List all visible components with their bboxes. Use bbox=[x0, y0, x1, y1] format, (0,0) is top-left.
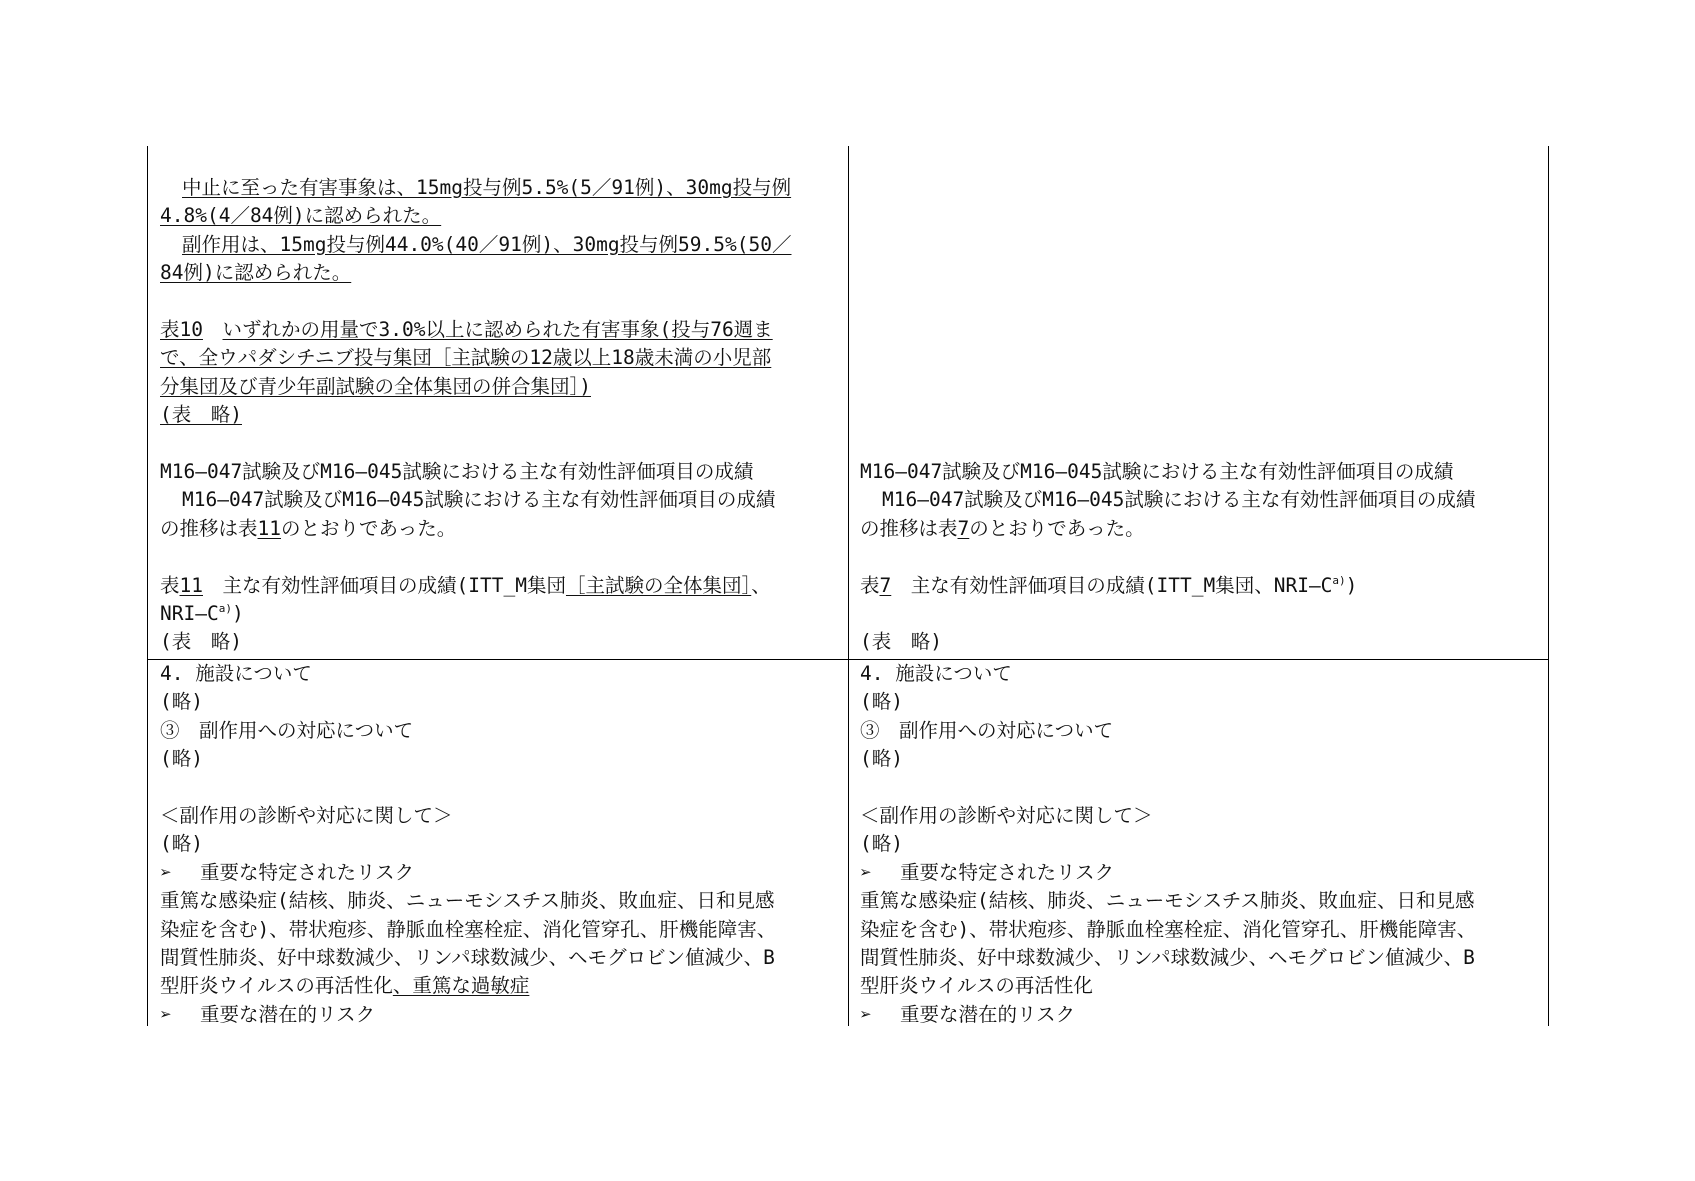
table7-footnote-mark: a) bbox=[1332, 573, 1346, 587]
right-cell-current bbox=[860, 174, 1548, 657]
left-cell-revised bbox=[160, 174, 848, 657]
facility-heading-current: 4. 施設について bbox=[860, 662, 1012, 685]
risk-text-4: 型肝炎ウイルスの再活性化 bbox=[160, 974, 393, 998]
left-cell-facility bbox=[160, 660, 848, 1029]
table7-number: 7 bbox=[879, 573, 892, 597]
table11-footnote-mark: a) bbox=[218, 602, 232, 616]
table11-close: ) bbox=[231, 602, 244, 626]
omitted-note: (略) bbox=[160, 690, 203, 714]
efficacy-body-2-post: のとおりであった。 bbox=[281, 516, 457, 540]
discontinuation-text-1: 中止に至った有害事象は、15mg投与例5.5%(5／91例)、30mg投与例 bbox=[182, 176, 792, 199]
table11-number: 11 bbox=[179, 573, 203, 597]
right-cell-facility bbox=[860, 660, 1548, 1029]
adr-response-heading-current: ③ 副作用への対応について bbox=[860, 718, 1114, 742]
diagnosis-heading-current: ＜副作用の診断や対応に関して＞ bbox=[860, 804, 1153, 828]
table10-omitted: (表 略) bbox=[160, 403, 242, 427]
table7-omitted: (表 略) bbox=[860, 630, 942, 654]
table11-title: 主な有効性評価項目の成績(ITT_M集団 bbox=[222, 573, 566, 597]
column-divider bbox=[848, 660, 849, 1026]
omitted-note: (略) bbox=[860, 832, 903, 856]
risk-text-2-current: 染症を含む)、帯状疱疹、静脈血栓塞栓症、消化管穿孔、肝機能障害、 bbox=[860, 917, 1477, 941]
potential-risk-heading-current: 重要な潜在的リスク bbox=[900, 1002, 1076, 1026]
risk-text-added: 、重篤な過敏症 bbox=[392, 974, 530, 998]
arrow-bullet-icon: ➢ bbox=[860, 860, 872, 884]
risk-text-2: 染症を含む)、帯状疱疹、静脈血栓塞栓症、消化管穿孔、肝機能障害、 bbox=[160, 917, 777, 941]
efficacy-heading-current: M16―047試験及びM16―045試験における主な有効性評価項目の成績 bbox=[860, 459, 1454, 483]
table10-title-1: いずれかの用量で3.0%以上に認められた有害事象(投与76週ま bbox=[222, 318, 773, 342]
table10-title-2: で、全ウパダシチニブ投与集団［主試験の12歳以上18歳未満の小児部 bbox=[160, 346, 772, 370]
table-row-1 bbox=[148, 146, 1548, 660]
adr-text-1: 副作用は、15mg投与例44.0%(40／91例)、30mg投与例59.5%(50／ bbox=[182, 232, 792, 256]
risk-text-3-current: 間質性肺炎、好中球数減少、リンパ球数減少、ヘモグロビン値減少、B bbox=[860, 946, 1475, 970]
efficacy-table-ref: 11 bbox=[257, 516, 281, 540]
omitted-note: (略) bbox=[160, 747, 203, 771]
efficacy-body-2-post-current: のとおりであった。 bbox=[969, 516, 1145, 540]
efficacy-body-1: M16―047試験及びM16―045試験における主な有効性評価項目の成績 bbox=[182, 488, 776, 512]
risk-text-3: 間質性肺炎、好中球数減少、リンパ球数減少、ヘモグロビン値減少、B bbox=[160, 946, 775, 970]
table11-comma: 、 bbox=[751, 573, 771, 597]
efficacy-body-1-current: M16―047試験及びM16―045試験における主な有効性評価項目の成績 bbox=[882, 488, 1476, 512]
efficacy-body-2-pre-current: の推移は表 bbox=[860, 516, 958, 540]
risk-text-1-current: 重篤な感染症(結核、肺炎、ニューモシスチス肺炎、敗血症、日和見感 bbox=[860, 889, 1475, 913]
facility-heading: 4. 施設について bbox=[160, 662, 312, 685]
adr-text-2: 84例)に認められた。 bbox=[160, 261, 352, 285]
table10-label: 表10 bbox=[160, 318, 203, 342]
table7-label: 表 bbox=[860, 573, 880, 597]
efficacy-body-2-pre: の推移は表 bbox=[160, 516, 258, 540]
comparison-table bbox=[147, 146, 1549, 1026]
discontinuation-text-2: 4.8%(4／84例)に認められた。 bbox=[160, 204, 442, 228]
table11-title-2: NRI―C bbox=[160, 602, 219, 626]
risk-text-4-current: 型肝炎ウイルスの再活性化 bbox=[860, 974, 1093, 998]
potential-risk-heading: 重要な潜在的リスク bbox=[200, 1002, 376, 1026]
table11-bracket: ［主試験の全体集団］ bbox=[565, 573, 752, 597]
identified-risk-heading: 重要な特定されたリスク bbox=[200, 860, 415, 884]
column-divider bbox=[848, 146, 849, 659]
efficacy-table-ref-current: 7 bbox=[957, 516, 970, 540]
risk-text-1: 重篤な感染症(結核、肺炎、ニューモシスチス肺炎、敗血症、日和見感 bbox=[160, 889, 775, 913]
table11-label: 表 bbox=[160, 573, 180, 597]
arrow-bullet-icon: ➢ bbox=[160, 860, 172, 884]
diagnosis-heading: ＜副作用の診断や対応に関して＞ bbox=[160, 804, 453, 828]
adr-response-heading: ③ 副作用への対応について bbox=[160, 718, 414, 742]
table-row-2 bbox=[148, 660, 1548, 1026]
table10-title-3: 分集団及び青少年副試験の全体集団の併合集団］) bbox=[160, 374, 591, 398]
table7-close: ) bbox=[1345, 573, 1358, 597]
efficacy-heading: M16―047試験及びM16―045試験における主な有効性評価項目の成績 bbox=[160, 460, 754, 484]
table7-title: 主な有効性評価項目の成績(ITT_M集団、NRI―C bbox=[910, 573, 1333, 597]
omitted-note: (略) bbox=[860, 690, 903, 714]
omitted-note: (略) bbox=[860, 747, 903, 771]
arrow-bullet-icon: ➢ bbox=[160, 1002, 172, 1026]
arrow-bullet-icon: ➢ bbox=[860, 1002, 872, 1026]
table11-omitted: (表 略) bbox=[160, 630, 242, 654]
identified-risk-heading-current: 重要な特定されたリスク bbox=[900, 860, 1115, 884]
omitted-note: (略) bbox=[160, 832, 203, 856]
